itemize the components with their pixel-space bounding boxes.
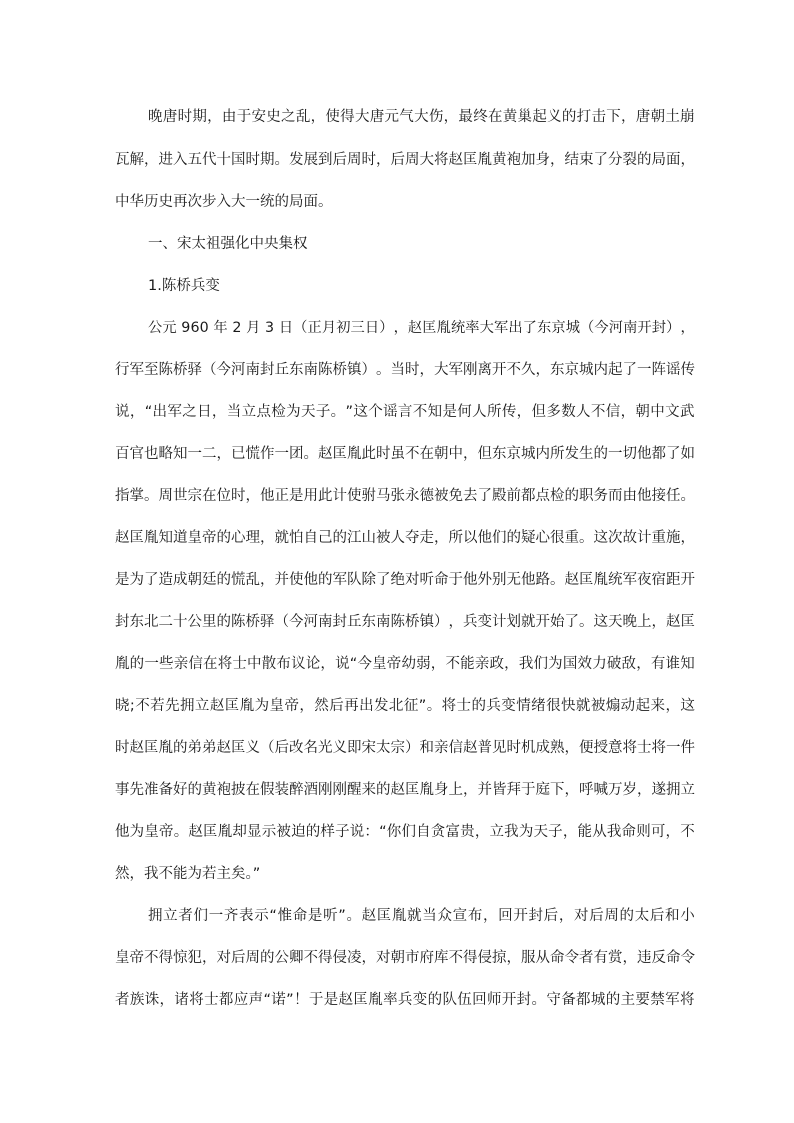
- paragraph-line: 晓 ; 不 若 先 拥 立 赵 匡 胤 为 皇 帝 ， 然 后 再 出 发 北 征 ” 。 将 士 的 兵 变 情 绪 很 快 就 被 煽 动 起 来 ， 这: [115, 698, 695, 714]
- intro-line: 瓦 解 ， 进 入 五 代 十 国 时 期 。 发 展 到 后 周 时 ， 后 周 大 将 赵 匡 胤 黄 袍 加 身 ， 结 束 了 分 裂 的 局 面 ，: [115, 152, 695, 168]
- paragraph-line: 是 为 了 造 成 朝 廷 的 慌 乱 ， 并 使 他 的 军 队 除 了 绝 对 听 命 于 他 外 别 无 他 路 。 赵 匡 胤 统 军 夜 宿 距 开: [115, 572, 695, 588]
- paragraph-line: 皇 帝 不 得 惊 犯 ， 对 后 周 的 公 卿 不 得 侵 凌 ， 对 朝 市 府 库 不 得 侵 掠 ， 服 从 命 令 者 有 赏 ， 违 反 命 令: [115, 950, 695, 966]
- section-heading: 一、宋太祖强化中央集权: [148, 236, 308, 252]
- intro-line: 中华历史再次步入大一统的局面。: [115, 194, 333, 210]
- paragraph-line: 拥 立 者 们 一 齐 表 示 “ 惟 命 是 听 ” 。 赵 匡 胤 就 当 众 宣 布 ， 回 开 封 后 ， 对 后 周 的 太 后 和 小: [148, 908, 695, 924]
- paragraph-line: 事 先 准 备 好 的 黄 袍 披 在 假 装 醉 酒 刚 刚 醒 来 的 赵 匡 胤 身 上 ， 并 皆 拜 于 庭 下 ， 呼 喊 万 岁 ， 遂 拥 立: [115, 782, 695, 798]
- paragraph-line: 公 元 9 6 0 年 2 月 3 日 （ 正 月 初 三 日 ） ， 赵 匡 胤 统 率 大 军 出 了 东 京 城 （ 今 河 南 开 封 ） ，: [148, 320, 695, 336]
- subsection-heading: 1.陈桥兵变: [148, 278, 220, 294]
- paragraph-line: 说 ， “ 出 军 之 日 ， 当 立 点 检 为 天 子 。 ” 这 个 谣 言 不 知 是 何 人 所 传 ， 但 多 数 人 不 信 ， 朝 中 文 武: [115, 404, 695, 420]
- paragraph-line: 他 为 皇 帝 。 赵 匡 胤 却 显 示 被 迫 的 样 子 说 ： “ 你 们 自 贪 富 贵 ， 立 我 为 天 子 ， 能 从 我 命 则 可 ， 不: [115, 824, 695, 840]
- paragraph-line: 百 官 也 略 知 一 二 ， 已 慌 作 一 团 。 赵 匡 胤 此 时 虽 不 在 朝 中 ， 但 东 京 城 内 所 发 生 的 一 切 他 都 了 如: [115, 446, 695, 462]
- paragraph-line: 赵 匡 胤 知 道 皇 帝 的 心 理 ， 就 怕 自 己 的 江 山 被 人 夺 走 ， 所 以 他 们 的 疑 心 很 重 。 这 次 故 计 重 施 ，: [115, 530, 695, 546]
- paragraph-line: 者 族 诛 ， 诸 将 士 都 应 声 “ 诺 ” ！ 于 是 赵 匡 胤 率 兵 变 的 队 伍 回 师 开 封 。 守 备 都 城 的 主 要 禁 军 将: [115, 992, 695, 1008]
- paragraph-line: 行 军 至 陈 桥 驿 （ 今 河 南 封 丘 东 南 陈 桥 镇 ） 。 当 时 ， 大 军 刚 离 开 不 久 ， 东 京 城 内 起 了 一 阵 谣 传: [115, 362, 695, 378]
- intro-line: 晚 唐 时 期 ， 由 于 安 史 之 乱 ， 使 得 大 唐 元 气 大 伤 ， 最 终 在 黄 巢 起 义 的 打 击 下 ， 唐 朝 土 崩: [148, 109, 695, 125]
- paragraph-line: 然，我不能为若主矣。”: [115, 866, 261, 882]
- paragraph-line: 指 掌 。 周 世 宗 在 位 时 ， 他 正 是 用 此 计 使 驸 马 张 永 德 被 免 去 了 殿 前 都 点 检 的 职 务 而 由 他 接 任 。: [115, 488, 695, 504]
- paragraph-line: 胤 的 一 些 亲 信 在 将 士 中 散 布 议 论 ， 说 “ 今 皇 帝 幼 弱 ， 不 能 亲 政 ， 我 们 为 国 效 力 破 敌 ， 有 谁 知: [115, 656, 695, 672]
- paragraph-line: 时 赵 匡 胤 的 弟 弟 赵 匡 义 （ 后 改 名 光 义 即 宋 太 宗 ） 和 亲 信 赵 普 见 时 机 成 熟 ， 便 授 意 将 士 将 一 件: [115, 740, 695, 756]
- paragraph-line: 封 东 北 二 十 公 里 的 陈 桥 驿 （ 今 河 南 封 丘 东 南 陈 桥 镇 ） ， 兵 变 计 划 就 开 始 了 。 这 天 晚 上 ， 赵 匡: [115, 614, 695, 630]
